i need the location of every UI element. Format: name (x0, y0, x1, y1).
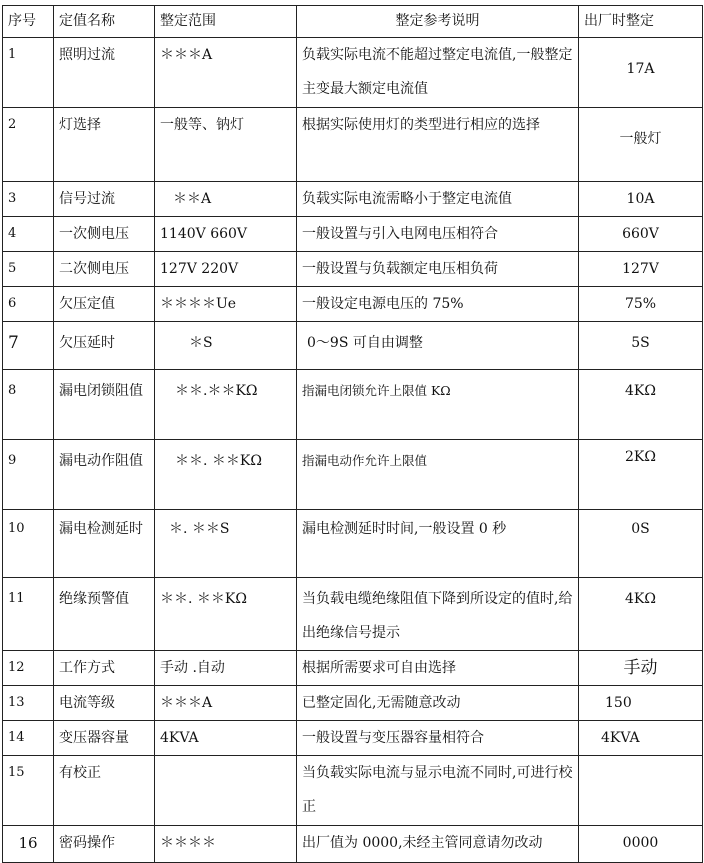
row-factory: 127V (579, 252, 703, 287)
row-range: ＊＊＊A (155, 686, 297, 721)
row-factory: 手动 (579, 651, 703, 686)
row-desc: 一般设置与负载额定电压相负荷 (297, 252, 579, 287)
row-index: 3 (3, 182, 54, 217)
row-name: 灯选择 (54, 108, 155, 182)
table-row (3, 108, 703, 182)
row-factory: 150 (579, 686, 703, 721)
row-index: 9 (3, 440, 54, 510)
row-index: 12 (3, 651, 54, 686)
row-name: 绝缘预警值 (54, 578, 155, 651)
table-row (3, 38, 703, 108)
row-index: 15 (3, 756, 54, 826)
row-range: 手动 .自动 (155, 651, 297, 686)
row-range: ＊＊A (155, 182, 297, 217)
row-factory: 4KVA (579, 721, 703, 756)
row-factory: 17A (579, 38, 703, 108)
row-range: ＊＊＊＊ (155, 826, 297, 863)
row-range (155, 756, 297, 826)
row-desc: 负载实际电流需略小于整定电流值 (297, 182, 579, 217)
row-desc: 指漏电动作允许上限值 (297, 440, 579, 510)
row-name: 漏电动作阻值 (54, 440, 155, 510)
header-row (3, 6, 703, 38)
table-row (3, 252, 703, 287)
row-name: 工作方式 (54, 651, 155, 686)
row-desc: 当负载电缆绝缘阻值下降到所设定的值时,给出绝缘信号提示 (297, 578, 579, 651)
row-index: 6 (3, 287, 54, 322)
table-row (3, 826, 703, 863)
row-index: 7 (3, 322, 54, 370)
header-desc: 整定参考说明 (297, 6, 579, 38)
row-factory: 一般灯 (579, 108, 703, 182)
row-range: ＊＊. ＊＊KΩ (155, 578, 297, 651)
row-name: 欠压定值 (54, 287, 155, 322)
row-index: 13 (3, 686, 54, 721)
row-desc: 一般设置与引入电网电压相符合 (297, 217, 579, 252)
table-row (3, 440, 703, 510)
table-row (3, 322, 703, 370)
row-desc: 根据所需要求可自由选择 (297, 651, 579, 686)
row-factory: 4KΩ (579, 578, 703, 651)
row-factory: 0S (579, 510, 703, 578)
table-row (3, 686, 703, 721)
row-range: ＊＊＊A (155, 38, 297, 108)
table-row (3, 510, 703, 578)
row-index: 16 (3, 826, 54, 863)
row-range: 一般等、钠灯 (155, 108, 297, 182)
table-row (3, 217, 703, 252)
row-factory (579, 756, 703, 826)
row-name: 漏电闭锁阻值 (54, 370, 155, 440)
row-factory: 10A (579, 182, 703, 217)
table-row (3, 756, 703, 826)
row-index: 4 (3, 217, 54, 252)
row-factory: 5S (579, 322, 703, 370)
header-index: 序号 (3, 6, 54, 38)
table-row (3, 721, 703, 756)
table-row (3, 182, 703, 217)
row-desc: 负载实际电流不能超过整定电流值,一般整定主变最大额定电流值 (297, 38, 579, 108)
row-name: 电流等级 (54, 686, 155, 721)
row-factory: 75% (579, 287, 703, 322)
row-index: 1 (3, 38, 54, 108)
row-desc: 已整定固化,无需随意改动 (297, 686, 579, 721)
row-range: ＊＊. ＊＊KΩ (155, 440, 297, 510)
row-desc: 根据实际使用灯的类型进行相应的选择 (297, 108, 579, 182)
row-name: 欠压延时 (54, 322, 155, 370)
row-desc: 当负载实际电流与显示电流不同时,可进行校正 (297, 756, 579, 826)
row-desc: 出厂值为 0000,未经主管同意请勿改动 (297, 826, 579, 863)
row-factory: 0000 (579, 826, 703, 863)
table-row (3, 651, 703, 686)
row-range: 127V 220V (155, 252, 297, 287)
row-name: 二次侧电压 (54, 252, 155, 287)
row-desc: 一般设置与变压器容量相符合 (297, 721, 579, 756)
row-factory: 4KΩ (579, 370, 703, 440)
row-index: 11 (3, 578, 54, 651)
row-range: 1140V 660V (155, 217, 297, 252)
header-name: 定值名称 (54, 6, 155, 38)
row-range: 4KVA (155, 721, 297, 756)
row-index: 8 (3, 370, 54, 440)
row-range: ＊S (155, 322, 297, 370)
row-range: ＊＊.＊＊KΩ (155, 370, 297, 440)
row-desc: 漏电检测延时时间,一般设置 0 秒 (297, 510, 579, 578)
row-desc: 指漏电闭锁允许上限值 KΩ (297, 370, 579, 440)
row-factory: 2KΩ (579, 440, 703, 510)
table-row (3, 287, 703, 322)
row-name: 照明过流 (54, 38, 155, 108)
row-factory: 660V (579, 217, 703, 252)
header-range: 整定范围 (155, 6, 297, 38)
table-row (3, 578, 703, 651)
row-range: ＊＊＊＊Ue (155, 287, 297, 322)
row-name: 一次侧电压 (54, 217, 155, 252)
row-index: 10 (3, 510, 54, 578)
row-index: 2 (3, 108, 54, 182)
row-desc: 一般设定电源电压的 75% (297, 287, 579, 322)
row-index: 5 (3, 252, 54, 287)
row-desc: 0～9S 可自由调整 (297, 322, 579, 370)
header-factory: 出厂时整定 (579, 6, 703, 38)
row-range: ＊. ＊＊S (155, 510, 297, 578)
row-index: 14 (3, 721, 54, 756)
settings-table (2, 5, 703, 863)
table-row (3, 370, 703, 440)
row-name: 漏电检测延时 (54, 510, 155, 578)
row-name: 密码操作 (54, 826, 155, 863)
row-name: 变压器容量 (54, 721, 155, 756)
row-name: 信号过流 (54, 182, 155, 217)
row-name: 有校正 (54, 756, 155, 826)
